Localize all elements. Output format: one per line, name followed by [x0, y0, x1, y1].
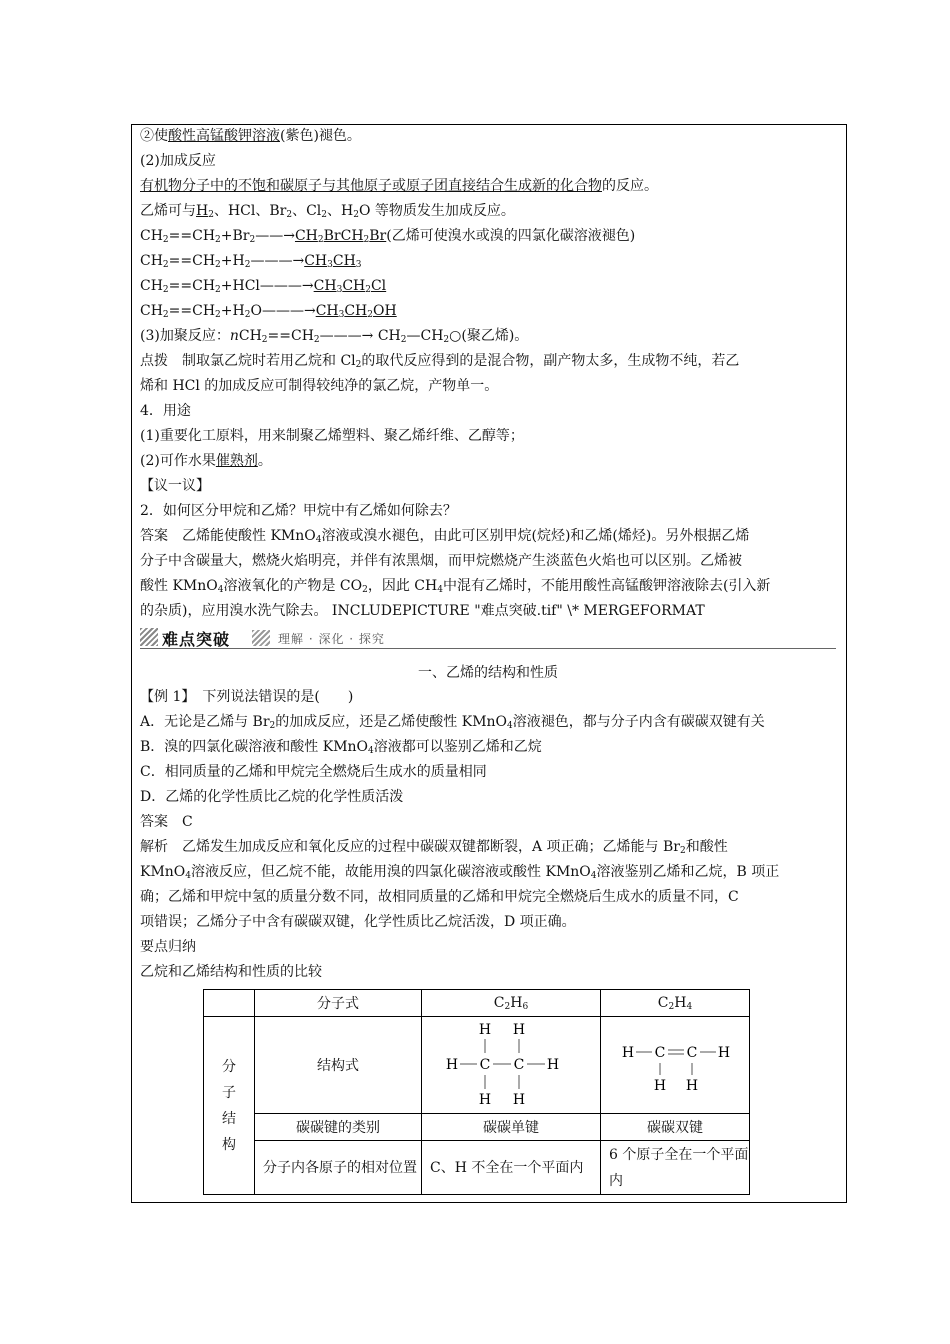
ethane-structure-cell	[422, 1017, 601, 1114]
answer-line-4: 的杂质)，应用溴水洗气除去。 INCLUDEPICTURE "难点突破.tif" \* MERGEFORMAT	[140, 603, 705, 619]
summary-heading: 要点归纳	[140, 939, 196, 955]
section-title: 一、乙烯的结构和性质	[418, 665, 558, 681]
atom-h: H	[653, 1078, 667, 1094]
section-banner	[140, 626, 836, 650]
summary-subheading: 乙烷和乙烯结构和性质的比较	[140, 964, 322, 980]
header-ethylene: $C_2H_4$	[601, 990, 750, 1017]
group-char: 子	[222, 1084, 236, 1101]
header-ethane: $C_2H_6$	[422, 990, 601, 1017]
tip-line-1: 点拨 制取氯乙烷时若用乙烷和 $Cl_2$的取代反应得到的是混合物，副产物太多，生成物不纯，若乙	[140, 353, 740, 370]
corner-cell	[204, 990, 255, 1017]
ethane-bond: 碳碳单键	[422, 1114, 601, 1141]
ethane-position: C、H 不全在一个平面内	[422, 1141, 601, 1195]
atom-c: C	[686, 1045, 698, 1061]
explanation-3: 确；乙烯和甲烷中氢的质量分数不同，故相同质量的乙烯和甲烷完全燃烧后生成水的质量不同，C	[140, 889, 739, 905]
discuss-heading: 【议一议】	[140, 478, 210, 494]
example-answer: 答案 C	[140, 814, 193, 830]
group-char: 构	[222, 1136, 236, 1153]
option-b: B．溴的四氯化碳溶液和酸性 KMnO$_4$溶液都可以鉴别乙烯和乙烷	[140, 739, 542, 756]
atom-h: H	[546, 1057, 560, 1073]
row-label-structure: 结构式	[255, 1017, 422, 1114]
ethylene-position: 6 个原子全在一个平面内	[601, 1141, 750, 1195]
banner-rule	[140, 648, 836, 649]
banner-stripe-icon-2	[252, 630, 270, 646]
group-label-cell	[204, 1017, 255, 1195]
text-line-1: ②使酸性高锰酸钾溶液(紫色)褪色。	[140, 128, 361, 144]
atom-h: H	[478, 1022, 492, 1038]
option-c: C．相同质量的乙烯和甲烷完全燃烧后生成水的质量相同	[140, 764, 487, 780]
explanation-2: KMnO$_4$溶液反应，但乙烷不能，故能用溴的四氯化碳溶液或酸性 KMnO$_4$溶液鉴别乙烯和乙烷，B 项正	[140, 864, 780, 881]
answer-line-2: 分子中含碳量大，燃烧火焰明亮，并伴有浓黑烟，而甲烷燃烧产生淡蓝色火焰也可以区别。乙烯被	[140, 553, 742, 569]
header-formula: 分子式	[255, 990, 422, 1017]
definition-line: 有机物分子中的不饱和碳原子与其他原子或原子团直接结合生成新的化合物的反应。	[140, 178, 658, 194]
row-label-position: 分子内各原子的相对位置	[255, 1141, 422, 1195]
group-char: 结	[222, 1110, 236, 1127]
atom-h: H	[621, 1045, 635, 1061]
banner-subtitle: 理解 · 深化 · 探究	[278, 632, 385, 646]
question-2: 2．如何区分甲烷和乙烯？甲烷中有乙烯如何除去？	[140, 503, 457, 519]
group-char: 分	[222, 1058, 236, 1075]
atom-h: H	[512, 1022, 526, 1038]
heading-addition-reaction: (2)加成反应	[140, 153, 216, 169]
ethane-structural-formula	[423, 1017, 599, 1109]
use-1: (1)重要化工原料，用来制聚乙烯塑料、聚乙烯纤维、乙醇等；	[140, 428, 524, 444]
option-d: D．乙烯的化学性质比乙烷的化学性质活泼	[140, 789, 404, 805]
answer-line-3: 酸性 KMnO$_4$溶液氧化的产物是 $CO_2$，因此 $CH_4$中混有乙烯时，不能用酸性高锰酸钾溶液除去(引入新	[140, 578, 771, 595]
equation-hcl: $CH_2==CH_2+HCl———\to CH_3CH_2Cl$	[140, 278, 387, 295]
table-row-bond	[204, 1114, 750, 1141]
table-header-row	[204, 990, 750, 1017]
table-row-position	[204, 1141, 750, 1195]
atom-h: H	[512, 1092, 526, 1108]
atom-h: H	[445, 1057, 459, 1073]
example-question: 【例 1】 下列说法错误的是( )	[140, 689, 354, 705]
atom-c: C	[479, 1057, 491, 1073]
explanation-4: 项错误；乙烯分子中含有碳碳双键，化学性质比乙烷活泼，D 项正确。	[140, 914, 576, 930]
option-a: A．无论是乙烯与 $Br_2$的加成反应，还是乙烯使酸性 KMnO$_4$溶液褪色，都与分子内含有碳碳双键有关	[140, 714, 765, 731]
ethylene-structural-formula	[602, 1017, 748, 1109]
ethylene-structure-cell	[601, 1017, 750, 1114]
comparison-table	[203, 989, 750, 1195]
banner-stripe-icon	[140, 628, 158, 646]
tip-line-2: 烯和 HCl 的加成反应可制得较纯净的氯乙烷，产物单一。	[140, 378, 499, 394]
atom-h: H	[717, 1045, 731, 1061]
atom-h: H	[685, 1078, 699, 1094]
atom-c: C	[513, 1057, 525, 1073]
explanation-1: 解析 乙烯发生加成反应和氧化反应的过程中碳碳双键都断裂，A 项正确；乙烯能与 $Br_2$和酸性	[140, 839, 728, 856]
table-row-structure	[204, 1017, 750, 1114]
equation-hydrogen: $CH_2==CH_2+H_2———\to CH_3CH_3$	[140, 253, 362, 270]
uses-heading: 4．用途	[140, 403, 191, 419]
ethylene-bond: 碳碳双键	[601, 1114, 750, 1141]
use-2: (2)可作水果催熟剂。	[140, 453, 272, 469]
banner-title: 难点突破	[162, 630, 231, 649]
equation-bromine: $CH_2==CH_2+Br_2——\to CH_2BrCH_2Br$(乙烯可使溴水或溴的四氯化碳溶液褪色)	[140, 228, 636, 245]
atom-c: C	[654, 1045, 666, 1061]
answer-line-1: 答案 乙烯能使酸性 KMnO$_4$溶液或溴水褪色，由此可区别甲烷(烷烃)和乙烯(烯烃)。另外根据乙烯	[140, 528, 750, 545]
polymerization-line: (3)加聚反应：$nCH_2==CH_2———\to$ $CH_2—CH_2○$(聚乙烯)。	[140, 328, 529, 345]
equation-water: $CH_2==CH_2+H_2O———\to CH_3CH_2OH$	[140, 303, 397, 320]
reagents-line: 乙烯可与$H_2$、HCl、$Br_2$、$Cl_2$、$H_2O$ 等物质发生加成反应。	[140, 203, 515, 220]
atom-h: H	[478, 1092, 492, 1108]
row-label-bond: 碳碳键的类别	[255, 1114, 422, 1141]
